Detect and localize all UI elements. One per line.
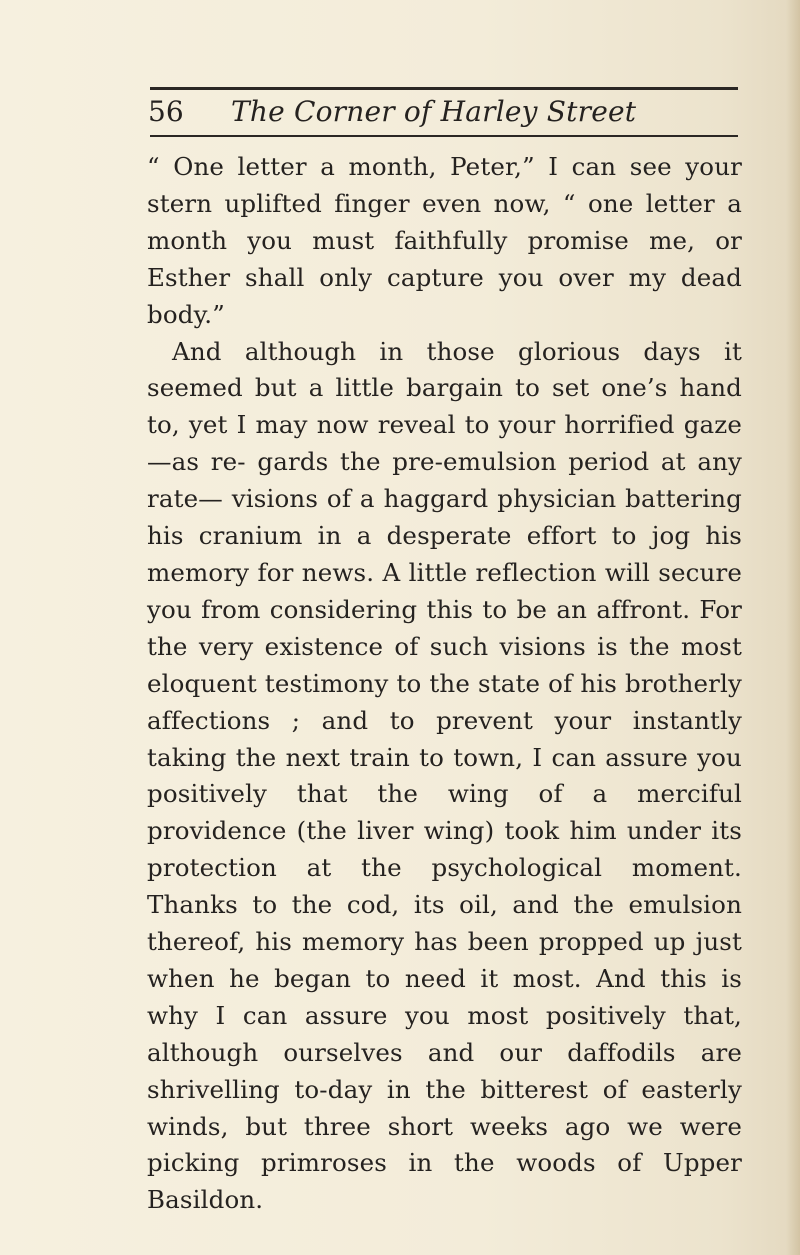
header-bottom-rule: [150, 135, 738, 137]
running-head: [148, 92, 738, 132]
page-number: 56: [148, 95, 184, 128]
paragraph-main: And although in those glorious days it seemed but a little bargain to set one’s hand to, yet I may now reveal to your horrified gaze—as re- gards the pre-emulsion period at any rate— visions of a haggard physician battering his cranium in a desperate effort to jog his memory for news. A little reflection will secure you from considering this to be an affront. For the very existence of such visions is the most eloquent testimony to the state of his brotherly affections ; and to prevent your instantly taking the next train to town, I can assure you positively that the wing of a merciful providence (the liver wing) took him under its protection at the psychological moment. Thanks to the cod, its oil, and the emulsion thereof, his memory has been propped up just when he began to need it most. And this is why I can assure you most positively that, although ourselves and our daffodils are shrivelling to-day in the bitterest of easterly winds, but three short weeks ago we were picking primroses in the woods of Upper Basildon.: [147, 336, 742, 1215]
body-text: [147, 149, 742, 1219]
header-top-rule: [150, 87, 738, 90]
page-edge-shadow: [786, 0, 800, 1255]
paragraph-letter-quote: “ One letter a month, Peter,” I can see your stern uplifted finger even now, “ one letter a month you must faithfully promise me, or Esther shall only capture you over my dead body.”: [147, 152, 742, 329]
running-title: The Corner of Harley Street: [231, 95, 637, 128]
